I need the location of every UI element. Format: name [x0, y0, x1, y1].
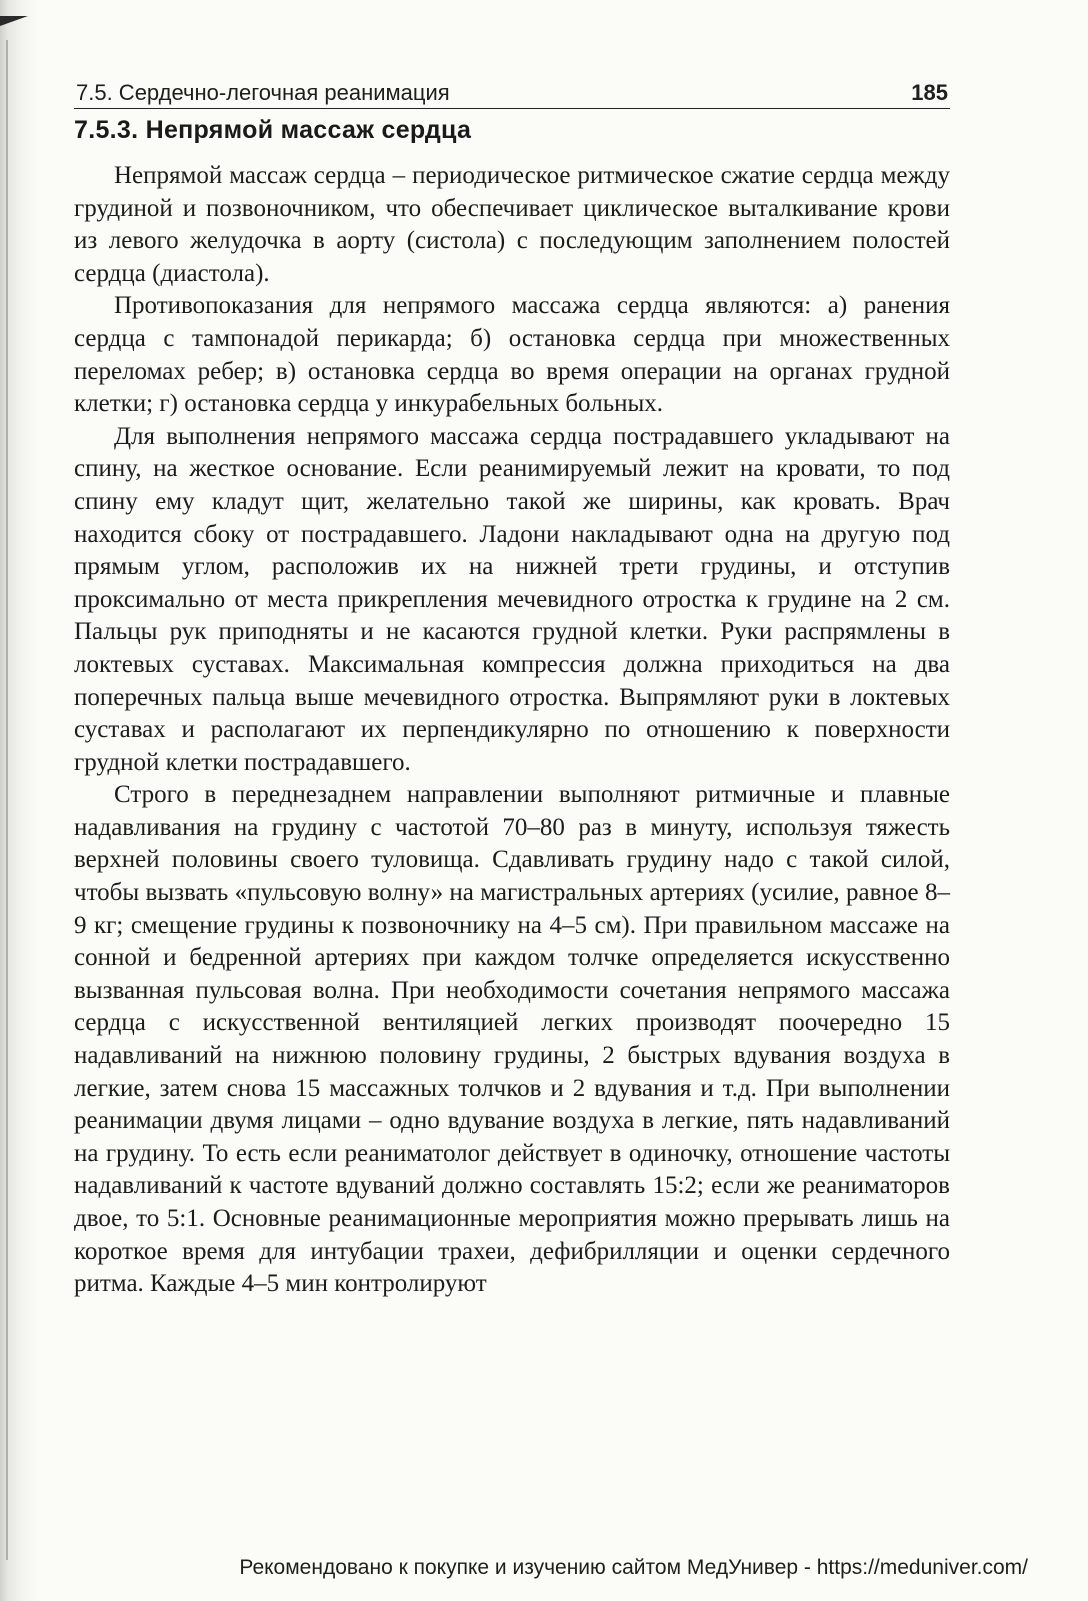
paragraph-technique: Для выполнения непрямого массажа сердца пострадавшего укладывают на спину, на жесткое основание. Если реанимируемый лежит на кровати, то под спину ему кладут щит, желательно такой же ширины, как кровать. Врач находится сбоку от пострадавшего. Ладони накладывают одна на другую под прямым углом, расположив их на нижней трети грудины, и отступив проксимально от места прикрепления мечевидного отростка к грудине на 2 см. Пальцы рук приподняты и не касаются грудной клетки. Руки распрямлены в локтевых суставах. Максимальная компрессия должна приходиться на два поперечных пальца выше мечевидного отростка. Выпрямляют руки в локтевых суставах и располагают их перпендикулярно по отношению к поверхности грудной клетки пострадавшего.: [74, 422, 950, 776]
body-text: [74, 160, 950, 1301]
page-number: 185: [911, 80, 948, 105]
running-header: [74, 76, 950, 109]
running-title: 7.5. Сердечно-легочная реанимация: [76, 80, 450, 105]
footer-recommendation: Рекомендовано к покупке и изучению сайтом МедУнивер - https://meduniver.com/: [239, 1556, 1028, 1579]
paragraph-definition: Непрямой массаж сердца – периодическое ритмическое сжатие сердца между грудиной и позвоночником, что обеспечивает циклическое выталкивание крови из левого желудочка в аорту (систола) с последующим заполнением полостей сердца (диастола).: [74, 162, 950, 287]
paragraph-compressions: Строго в переднезаднем направлении выполняют ритмичные и плавные надавливания на грудину с частотой 70–80 раз в минуту, используя тяжесть верхней половины своего туловища. Сдавливать грудину надо с такой силой, чтобы вызвать «пульсовую волну» на магистральных артериях (усилие, равное 8–9 кг; смещение грудины к позвоночнику на 4–5 см). При правильном массаже на сонной и бедренной артериях при каждом толчке определяется искусственно вызванная пульсовая волна. При необходимости сочетания непрямого массажа сердца с искусственной вентиляцией легких производят поочередно 15 надавливаний на нижнюю половину грудины, 2 быстрых вдувания воздуха в легкие, затем снова 15 массажных толчков и 2 вдувания и т.д. При выполнении реанимации двумя лицами – одно вдувание воздуха в легкие, пять надавливаний на грудину. То есть если реаниматолог действует в одиночку, отношение частоты надавливаний к частоте вдуваний должно составлять 15:2; если же реаниматоров двое, то 5:1. Основные реанимационные мероприятия можно прерывать лишь на короткое время для интубации трахеи, дефибрилляции и оценки сердечного ритма. Каждые 4–5 мин контролируют: [74, 781, 950, 1298]
paragraph-contraindications: Противопоказания для непрямого массажа сердца являются: а) ранения сердца с тампонадой перикарда; б) остановка сердца при множественных переломах ребер; в) остановка сердца во время операции на органах грудной клетки; г) остановка сердца у инкурабельных больных.: [74, 292, 950, 418]
page-edge-shadow: [0, 0, 40, 1601]
section-heading: 7.5.3. Непрямой массаж сердца: [74, 116, 472, 144]
